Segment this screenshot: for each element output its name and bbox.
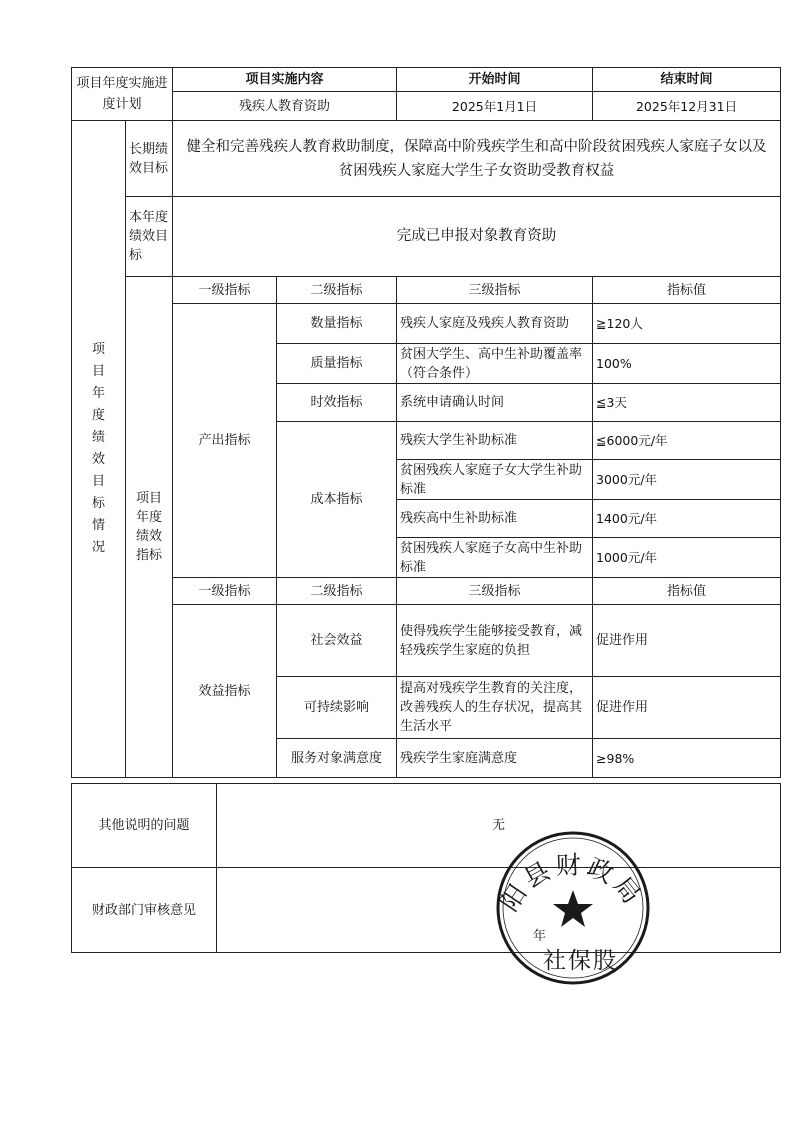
cost-item: 贫困残疾人家庭子女大学生补助标准 <box>397 460 593 500</box>
satisfaction-value: ≥98% <box>593 739 781 778</box>
performance-target-table <box>71 67 781 778</box>
other-label: 其他说明的问题 <box>72 784 217 868</box>
timeliness-item: 系统申请确认时间 <box>397 384 593 422</box>
review-label: 财政部门审核意见 <box>72 868 217 953</box>
quantity-value: ≧120人 <box>593 304 781 344</box>
cost-value: 3000元/年 <box>593 460 781 500</box>
seal-year-text: 年 <box>533 929 547 944</box>
review-table <box>71 783 781 953</box>
sustainable-label: 可持续影响 <box>277 677 397 739</box>
start-time-header: 开始时间 <box>397 68 593 92</box>
cost-value: 1400元/年 <box>593 500 781 538</box>
sustainable-item: 提高对残疾学生教育的关注度，改善残疾人的生存状况，提高其生活水平 <box>397 677 593 739</box>
cost-value: ≦6000元/年 <box>593 422 781 460</box>
quality-value: 100% <box>593 344 781 384</box>
seal-text-bottom: 社保股 <box>543 948 618 974</box>
timeliness-value: ≦3天 <box>593 384 781 422</box>
cost-label: 成本指标 <box>277 422 397 578</box>
col-level3: 三级指标 <box>397 578 593 605</box>
annual-label: 本年度绩效目标 <box>126 197 173 277</box>
indicator-label: 项目年度绩效指标 <box>126 277 173 778</box>
col-value: 指标值 <box>593 578 781 605</box>
content-header: 项目实施内容 <box>173 68 397 92</box>
annual-value: 完成已申报对象教育资助 <box>173 197 781 277</box>
satisfaction-item: 残疾学生家庭满意度 <box>397 739 593 778</box>
seal-text-top: 阳县财政局 <box>494 850 649 917</box>
seal-star-icon <box>553 890 593 927</box>
long-term-value: 健全和完善残疾人教育救助制度，保障高中阶残疾学生和高中阶段贫困残疾人家庭子女以及贫困残疾人家庭大学生子女资助受教育权益 <box>173 121 781 197</box>
col-value: 指标值 <box>593 277 781 304</box>
social-item: 使得残疾学生能够接受教育，减轻残疾学生家庭的负担 <box>397 605 593 677</box>
end-time-header: 结束时间 <box>593 68 781 92</box>
col-level3: 三级指标 <box>397 277 593 304</box>
sustainable-value: 促进作用 <box>593 677 781 739</box>
quantity-label: 数量指标 <box>277 304 397 344</box>
other-value: 无 <box>217 784 781 868</box>
social-value: 促进作用 <box>593 605 781 677</box>
output-level1: 产出指标 <box>173 304 277 578</box>
cost-item: 贫困残疾人家庭子女高中生补助标准 <box>397 538 593 578</box>
quality-item: 贫困大学生、高中生补助覆盖率（符合条件） <box>397 344 593 384</box>
long-term-label: 长期绩效目标 <box>126 121 173 197</box>
timeliness-label: 时效指标 <box>277 384 397 422</box>
satisfaction-label: 服务对象满意度 <box>277 739 397 778</box>
social-label: 社会效益 <box>277 605 397 677</box>
benefit-level1: 效益指标 <box>173 605 277 778</box>
quantity-item: 残疾人家庭及残疾人教育资助 <box>397 304 593 344</box>
end-time-value: 2025年12月31日 <box>593 92 781 121</box>
col-level2: 二级指标 <box>277 277 397 304</box>
cost-value: 1000元/年 <box>593 538 781 578</box>
col-level1: 一级指标 <box>173 277 277 304</box>
cost-item: 残疾高中生补助标准 <box>397 500 593 538</box>
col-level1: 一级指标 <box>173 578 277 605</box>
section-label: 项目年度绩效目标情况 <box>72 121 126 778</box>
official-seal <box>493 828 653 988</box>
start-time-value: 2025年1月1日 <box>397 92 593 121</box>
cost-item: 残疾大学生补助标准 <box>397 422 593 460</box>
plan-label: 项目年度实施进度计划 <box>72 68 173 121</box>
col-level2: 二级指标 <box>277 578 397 605</box>
content-value: 残疾人教育资助 <box>173 92 397 121</box>
quality-label: 质量指标 <box>277 344 397 384</box>
